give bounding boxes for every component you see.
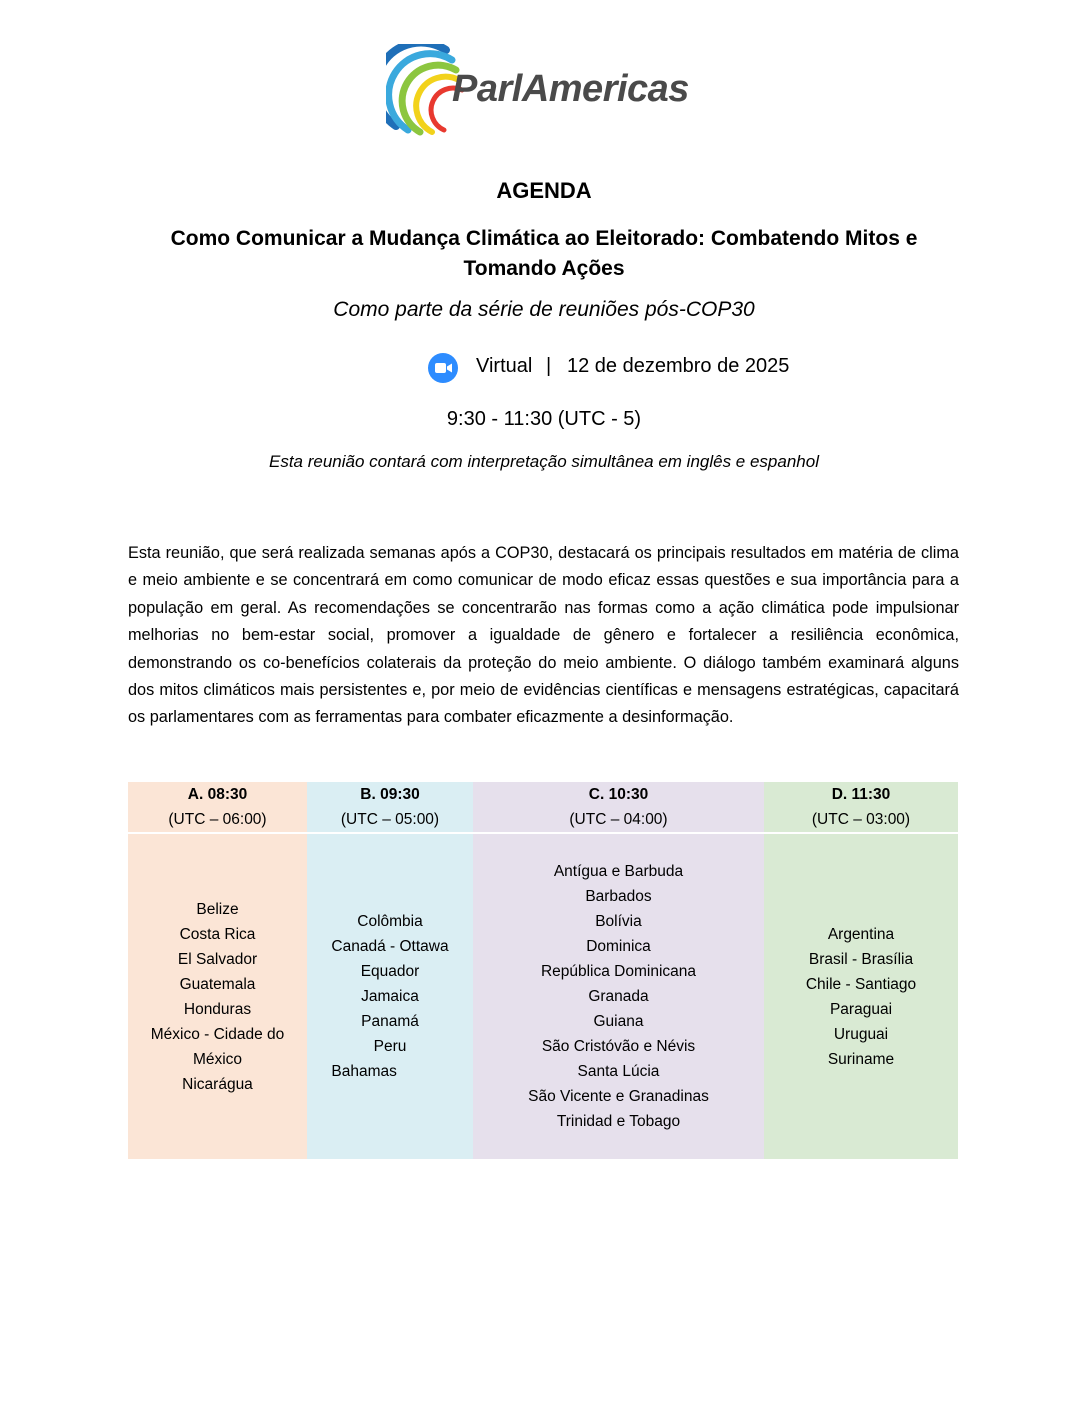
country-item: Peru (373, 1038, 407, 1055)
slot-time: C. 10:30 (588, 786, 649, 803)
country-item: Equador (360, 963, 420, 980)
slot-time: A. 08:30 (187, 786, 248, 803)
country-item: Guatemala (179, 975, 256, 993)
country-item: Bahamas (331, 1063, 397, 1080)
country-list (331, 909, 448, 1084)
event-title: Como Comunicar a Mudança Climática ao Eleitorado: Combatendo Mitos e Tomando Ações (170, 227, 918, 280)
logo-text: ParlAmericas (452, 68, 689, 110)
schedule-column-d (764, 782, 958, 1159)
series-subtitle: Como parte da série de reuniões pós-COP30 (333, 298, 755, 321)
agenda-heading: AGENDA (496, 178, 592, 203)
interpretation-note: Esta reunião contará com interpretação simultânea em inglês e espanhol (269, 452, 819, 471)
country-item: São Cristóvão e Névis (541, 1038, 696, 1055)
country-item: Panamá (361, 1013, 419, 1030)
country-list (528, 859, 709, 1134)
country-item: Granada (588, 988, 649, 1005)
slot-utc: (UTC – 04:00) (569, 811, 668, 828)
country-item: Belize (196, 900, 239, 918)
country-item: Argentina (827, 925, 895, 943)
description-paragraph: Esta reunião, que será realizada semanas após a COP30, destacará os principais resultados em matéria de clima e meio ambiente e se concentrará em como comunicar de modo eficaz essas questões e sua importância para a população em geral. As recomendações se concentrarão nas formas como a ação climática pode impulsionar melhorias no bem-estar social, promover a igualdade de gênero e fortalecer a resiliência econômica, demonstrando os co-benefícios colaterais da proteção do meio ambiente. O diálogo também examinará alguns dos mitos climáticos mais persistentes e, por meio de evidências científicas e mensagens estratégicas, capacitará os parlamentares com as ferramentas para combater eficazmente a desinformação. (128, 544, 959, 727)
schedule-table (128, 782, 958, 1159)
country-item: Santa Lúcia (577, 1063, 660, 1080)
format-label: Virtual (476, 355, 533, 377)
event-time: 9:30 - 11:30 (UTC - 5) (446, 408, 642, 430)
country-item: México (192, 1050, 243, 1068)
country-item: Uruguai (833, 1025, 889, 1043)
country-item: Canadá - Ottawa (331, 938, 449, 955)
country-list (806, 922, 916, 1072)
schedule-column-a (128, 782, 307, 1159)
country-item: Honduras (183, 1000, 252, 1018)
column-header (307, 782, 473, 832)
slot-utc: (UTC – 03:00) (811, 811, 911, 828)
parlamericas-logo (386, 44, 706, 138)
column-header (764, 782, 958, 832)
country-item: Trinidad e Tobago (556, 1113, 681, 1130)
country-item: Jamaica (361, 988, 419, 1005)
country-item: Colômbia (357, 913, 423, 930)
video-camera-icon (428, 353, 458, 383)
country-item: Barbados (585, 888, 652, 905)
slot-time: B. 09:30 (360, 786, 420, 803)
schedule-column-c (473, 782, 764, 1159)
country-item: Antígua e Barbuda (553, 863, 684, 880)
column-header (128, 782, 307, 832)
country-item: Nicarágua (182, 1075, 253, 1093)
country-item: El Salvador (177, 950, 258, 968)
separator: | (546, 355, 552, 377)
country-item: Costa Rica (179, 925, 256, 943)
slot-utc: (UTC – 06:00) (168, 811, 267, 828)
schedule-column-b (307, 782, 473, 1159)
country-item: Suriname (827, 1050, 895, 1068)
country-item: Bolívia (595, 913, 642, 930)
country-list (151, 897, 285, 1097)
country-item: Paraguai (829, 1000, 893, 1018)
country-item: Chile - Santiago (805, 975, 917, 993)
country-item: República Dominicana (540, 963, 697, 980)
slot-utc: (UTC – 05:00) (340, 811, 440, 828)
event-date: 12 de dezembro de 2025 (567, 355, 790, 377)
country-item: Guiana (593, 1013, 644, 1030)
country-item: São Vicente e Granadinas (528, 1088, 709, 1105)
country-item: Brasil - Brasília (808, 950, 914, 968)
slot-time: D. 11:30 (831, 786, 891, 803)
column-header (473, 782, 764, 832)
country-item: México - Cidade do (150, 1025, 285, 1043)
country-item: Dominica (586, 938, 651, 955)
